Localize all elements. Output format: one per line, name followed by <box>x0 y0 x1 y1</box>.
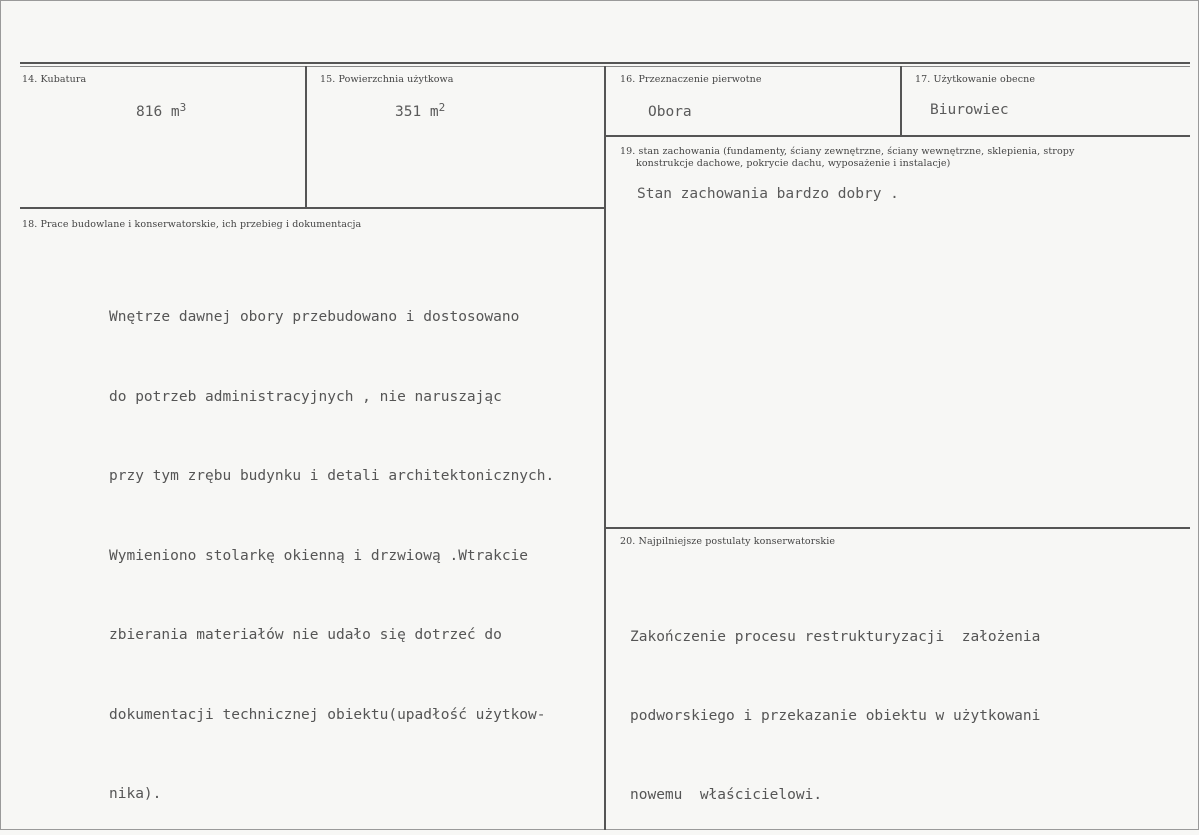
field-14-value <box>136 101 187 120</box>
divider-14-15 <box>305 66 307 208</box>
field-19-label-line1: 19. stan zachowania (fundamenty, ściany zewnętrzne, ściany wewnętrzne, sklepienia, stropy <box>620 146 1075 157</box>
field-19-label-line2: konstrukcje dachowe, pokrycie dachu, wyposażenie i instalacje) <box>636 158 951 169</box>
rule-under-16-17 <box>605 135 1190 137</box>
field-18-line: Wnętrze dawnej obory przebudowano i dostosowano <box>109 309 520 325</box>
field-14-label: 14. Kubatura <box>22 74 87 85</box>
field-16-label: 16. Przeznaczenie pierwotne <box>620 74 762 85</box>
top-rule <box>20 62 1190 64</box>
divider-15-16 <box>604 66 606 830</box>
field-15-exponent: 2 <box>438 101 446 114</box>
field-18-line: do potrzeb administracyjnych , nie naruszając <box>109 388 502 405</box>
field-14-number: 816 m <box>136 104 180 120</box>
field-18-line: przy tym zrębu budynku i detali architektonicznych. <box>109 468 555 484</box>
field-20-line: podworskiego i przekazanie obiektu w użytkowani <box>630 708 1041 724</box>
rule-above-20 <box>605 527 1190 529</box>
field-18-label: 18. Prace budowlane i konserwatorskie, ich przebieg i dokumentacja <box>22 219 362 230</box>
rule-under-14-15 <box>20 207 604 209</box>
field-20-text <box>630 571 1040 835</box>
field-15-value <box>395 101 446 120</box>
field-17-value: Biurowiec <box>930 102 1009 118</box>
field-18-line: nika). <box>109 786 162 802</box>
field-20-line: nowemu właścicielowi. <box>630 787 823 803</box>
field-17-label: 17. Użytkowanie obecne <box>915 74 1036 85</box>
field-15-number: 351 m <box>395 104 439 120</box>
field-18-text <box>109 251 554 834</box>
divider-16-17 <box>900 66 902 136</box>
field-15-label: 15. Powierzchnia użytkowa <box>320 74 454 85</box>
field-18-line: zbierania materiałów nie udało się dotrzeć do <box>109 627 502 643</box>
field-14-exponent: 3 <box>179 101 187 114</box>
field-18-line: dokumentacji technicznej obiektu(upadłość użytkow- <box>109 706 546 723</box>
field-16-value: Obora <box>648 104 692 120</box>
field-18-line: Wymieniono stolarkę okienną i drzwiową .Wtrakcie <box>109 547 529 564</box>
field-20-line: Zakończenie procesu restrukturyzacji założenia <box>630 629 1041 645</box>
field-20-label: 20. Najpilniejsze postulaty konserwatorskie <box>620 536 836 547</box>
field-19-value: Stan zachowania bardzo dobry . <box>637 186 899 202</box>
